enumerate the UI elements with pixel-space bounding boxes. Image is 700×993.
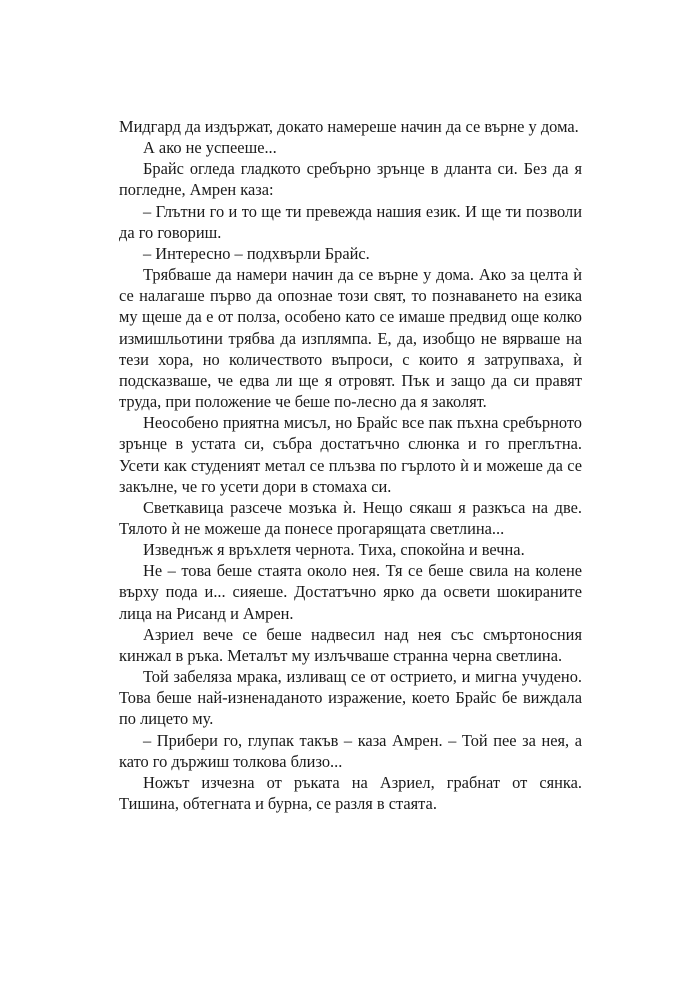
paragraph: Ножът изчезна от ръката на Азриел, грабнат от сянка. Тишина, обтегната и бурна, се разля в стаята. <box>119 772 582 813</box>
paragraph: Азриел вече се беше надвесил над нея със смъртоносния кинжал в ръка. Металът му излъчваше странна черна светлина. <box>119 624 582 665</box>
paragraph: Неособено приятна мисъл, но Брайс все пак пъхна сребърното зрънце в устата си, събра достатъчно слюнка и го преглътна. Усети как студеният метал се плъзва по гърлото ѝ и можеше да се закълне, че го усети дори в стомаха си. <box>119 413 582 496</box>
paragraph: Светкавица разсече мозъка ѝ. Нещо сякаш я разкъса на две. Тялото ѝ не можеше да понесе прогарящата светлина... <box>119 497 582 538</box>
paragraph: Мидгард да издържат, докато намереше начин да се върне у дома. <box>119 117 579 136</box>
paragraph: – Прибери го, глупак такъв – каза Амрен. – Той пее за нея, а като го държиш толкова близо... <box>119 730 582 771</box>
paragraph: Изведнъж я връхлетя чернота. Тиха, спокойна и вечна. <box>143 540 525 560</box>
paragraph: – Интересно – подхвърли Брайс. <box>143 243 370 263</box>
paragraph: Брайс огледа гладкото сребърно зрънце в дланта си. Без да я погледне, Амрен каза: <box>119 159 582 200</box>
body-text <box>119 116 582 814</box>
paragraph: А ако не успееше... <box>143 138 277 158</box>
paragraph: Не – това беше стаята около нея. Тя се беше свила на колене върху пода и... сияеше. Достатъчно ярко да освети шокираните лица на Рисанд и Амрен. <box>119 561 582 623</box>
paragraph: Той забеляза мрака, изливащ се от острието, и мигна учудено. Това беше най-изненаданото изражение, което Брайс бе виждала по лицето му. <box>119 667 582 729</box>
paragraph: – Глътни го и то ще ти превежда нашия език. И ще ти позволи да го говориш. <box>119 201 582 242</box>
paragraph: Трябваше да намери начин да се върне у дома. Ако за целта ѝ се налагаше първо да опознае този свят, то познаването на езика му щеше да е от полза, особено като се имаше предвид още колко измишльотини трябва да изплямпа. Е, да, изобщо не вярваше на тези хора, но количеството въпроси, с които я затрупваха, ѝ подсказваше, че едва ли ще я отровят. Пък и защо да си правят труда, при положение че беше по-лесно да я заколят. <box>119 265 582 412</box>
